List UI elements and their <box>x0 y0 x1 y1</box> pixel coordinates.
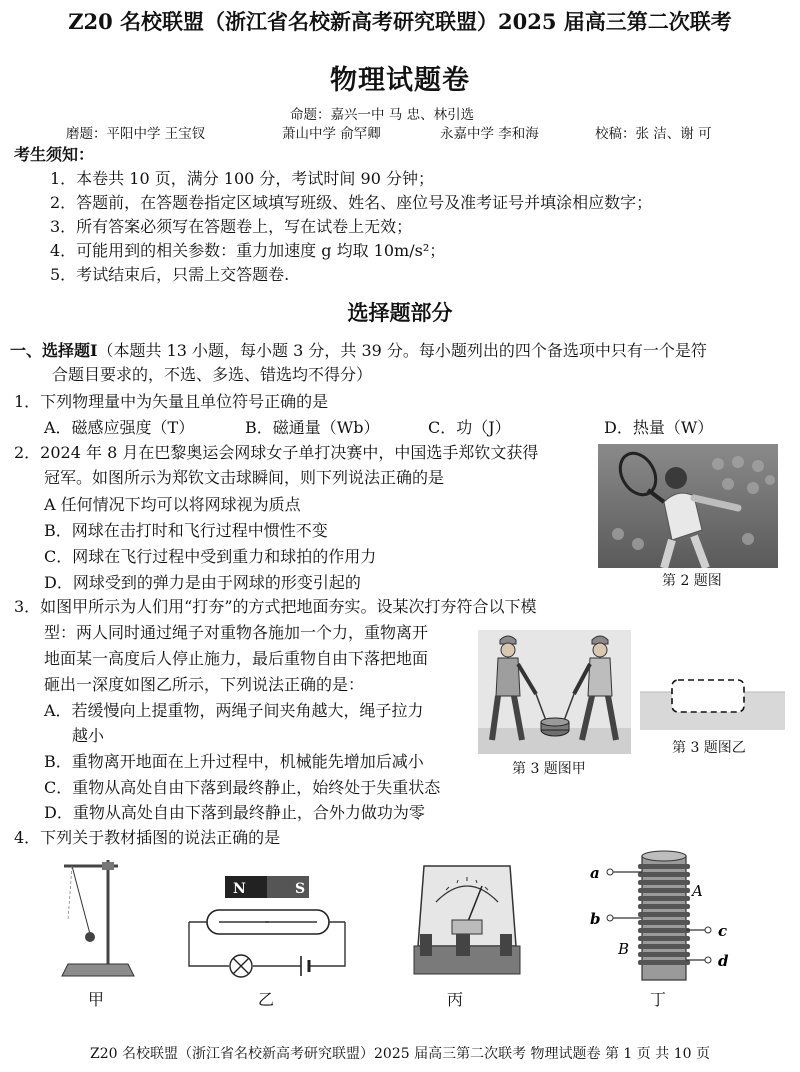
q4-label-bing: 丙 <box>447 990 464 1009</box>
q2-option-a: A 任何情况下均可以将网球视为质点 <box>44 495 301 514</box>
q4-figure-meter <box>412 862 522 980</box>
setter-line: 命题：嘉兴一中 马 忠、林引选 <box>290 107 475 123</box>
q4-label-ding: 丁 <box>650 990 667 1009</box>
q2-option-b: B．网球在击打时和飞行过程中惯性不变 <box>44 521 328 540</box>
notice-heading: 考生须知： <box>14 145 95 164</box>
notice-item: 3．所有答案必须写在答题卷上，写在试卷上无效； <box>50 217 413 236</box>
page-footer: Z20 名校联盟（浙江省名校新高考研究联盟）2025 届高三第二次联考 物理试题卷 第 1 页 共 10 页 <box>90 1046 710 1062</box>
notice-item: 5．考试结束后，只需上交答题卷. <box>50 265 290 284</box>
q4-figure-pendulum <box>58 852 140 984</box>
coil-label-c: c <box>718 922 728 940</box>
coil-label-upper: A <box>692 882 703 900</box>
reviewer-3: 永嘉中学 李和海 <box>440 126 539 142</box>
reviewer-1: 磨题：平阳中学 王宝钗 <box>66 126 206 142</box>
q3-option-c: C．重物从高处自由下落到最终静止，始终处于失重状态 <box>44 778 441 797</box>
q2-caption: 第 2 题图 <box>662 573 722 589</box>
part1-label: 一、选择题Ⅰ <box>10 341 98 360</box>
q2-stem-1: 2．2024 年 8 月在巴黎奥运会网球女子单打决赛中，中国选手郑钦文获得 <box>14 443 539 462</box>
magnet-s-label: S <box>295 881 306 897</box>
section-title: 选择题部分 <box>347 300 453 325</box>
notice-item: 4．可能用到的相关参数：重力加速度 g 均取 10m/s²； <box>50 241 446 260</box>
part1-text: （本题共 13 小题，每小题 3 分，共 39 分。每小题列出的四个备选项中只有一个是符 <box>97 341 707 360</box>
q4-stem: 4．下列关于教材插图的说法正确的是 <box>14 828 281 847</box>
q3-figure-a <box>478 630 631 754</box>
coil-label-d: d <box>718 952 729 970</box>
q3-stem-2: 型：两人同时通过绳子对重物各施加一个力，重物离开 <box>44 623 429 642</box>
q2-tennis-photo <box>598 444 778 568</box>
q3-stem-3: 地面某一高度后人停止施力，最后重物自由下落把地面 <box>44 649 429 668</box>
reviewer-2: 萧山中学 俞罕卿 <box>282 126 381 142</box>
q3-option-a-cont: 越小 <box>72 726 105 745</box>
notice-item: 2．答题前，在答题卷指定区域填写班级、姓名、座位号及准考证号并填涂相应数字； <box>50 193 653 212</box>
coil-label-a: a <box>590 864 600 882</box>
exam-title: Z20 名校联盟（浙江省名校新高考研究联盟）2025 届高三第二次联考 <box>68 9 732 34</box>
q3-caption-a: 第 3 题图甲 <box>512 761 586 777</box>
q3-figure-b <box>640 660 785 730</box>
q2-option-d: D．网球受到的弹力是由于网球的形变引起的 <box>44 573 361 592</box>
q4-label-yi: 乙 <box>258 990 275 1009</box>
q4-label-jia: 甲 <box>88 990 105 1009</box>
q1-option-a: A．磁感应强度（T） <box>44 418 195 437</box>
q3-caption-b: 第 3 题图乙 <box>672 740 746 756</box>
q3-stem-4: 砸出一深度如图乙所示，下列说法正确的是： <box>44 675 365 694</box>
q2-option-c: C．网球在飞行过程中受到重力和球拍的作用力 <box>44 547 377 566</box>
q1-option-d: D．热量（W） <box>604 418 714 437</box>
q3-option-a: A．若缓慢向上提重物，两绳子间夹角越大，绳子拉力 <box>44 701 424 720</box>
q4-figure-reed-circuit <box>185 870 350 982</box>
q3-option-d: D．重物从高处自由下落到最终静止，合外力做功为零 <box>44 803 425 822</box>
q3-option-b: B．重物离开地面在上升过程中，机械能先增加后减小 <box>44 752 424 771</box>
q1-option-c: C．功（J） <box>428 418 511 437</box>
q1-stem: 1．下列物理量中为矢量且单位符号正确的是 <box>14 392 329 411</box>
paper-subtitle: 物理试题卷 <box>330 65 470 96</box>
q2-stem-2: 冠军。如图所示为郑钦文击球瞬间，则下列说法正确的是 <box>44 468 445 487</box>
q4-figure-coil <box>586 850 746 986</box>
magnet-n-label: N <box>233 881 246 897</box>
notice-item: 1．本卷共 10 页，满分 100 分，考试时间 90 分钟； <box>50 169 434 188</box>
part1-line-2: 合题目要求的，不选、多选、错选均不得分） <box>52 365 373 384</box>
coil-label-lower: B <box>618 940 630 958</box>
part1-line-1 <box>10 339 707 363</box>
coil-label-b: b <box>590 910 601 928</box>
q3-stem-1: 3．如图甲所示为人们用“打夯”的方式把地面夯实。设某次打夯符合以下模 <box>14 597 537 616</box>
q1-option-b: B．磁通量（Wb） <box>245 418 380 437</box>
proofreader: 校稿：张 洁、谢 可 <box>595 126 712 142</box>
